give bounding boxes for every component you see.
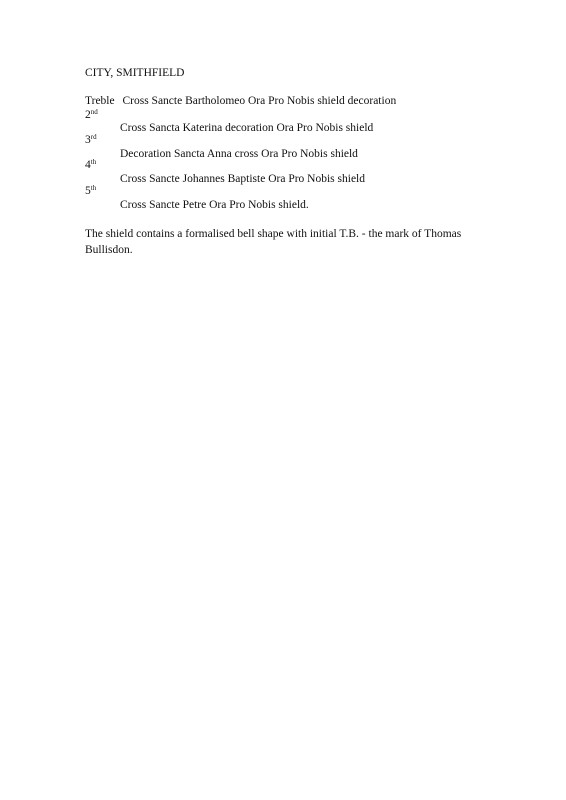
bell-inscription-4: Cross Sancte Johannes Baptiste Ora Pro Nobis shield [120,173,365,185]
treble-row [85,96,396,108]
page-title: CITY, SMITHFIELD [85,67,185,79]
bell-number-suffix: th [90,158,97,166]
bell-inscription-2: Cross Sancta Katerina decoration Ora Pro Nobis shield [120,122,374,134]
bell-number-value: 2 [85,109,91,121]
bell-number-value: 3 [85,134,91,146]
bell-number-suffix: nd [90,108,98,116]
bell-number-3 [85,135,97,147]
bell-number-suffix: th [90,184,97,192]
bell-number-value: 5 [85,185,91,197]
treble-inscription: Cross Sancte Bartholomeo Ora Pro Nobis shield decoration [122,95,397,107]
bell-number-value: 4 [85,159,91,171]
bell-inscription-5: Cross Sancte Petre Ora Pro Nobis shield. [120,199,309,211]
bell-number-2 [85,110,98,122]
treble-label: Treble [85,95,115,107]
bell-inscription-3: Decoration Sancta Anna cross Ora Pro Nobis shield [120,148,358,160]
bell-number-4 [85,160,96,172]
bell-number-5 [85,186,96,198]
shield-note: The shield contains a formalised bell shape with initial T.B. - the mark of Thomas Bullisdon. [85,228,462,256]
bell-number-suffix: rd [90,133,97,141]
